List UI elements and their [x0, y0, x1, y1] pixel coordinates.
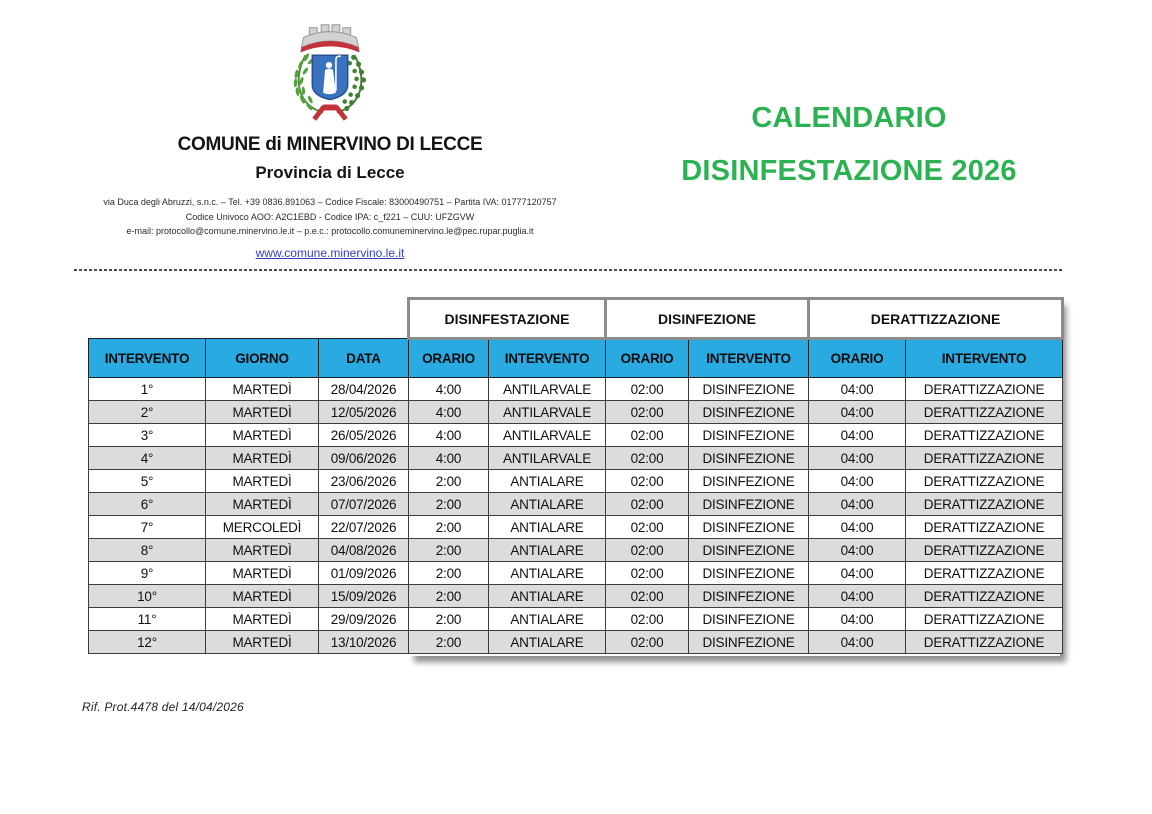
table-cell: DERATTIZZAZIONE	[906, 585, 1063, 608]
table-row	[89, 493, 1063, 516]
table-cell: 04:00	[809, 631, 906, 654]
table-row	[89, 585, 1063, 608]
table-cell: 4:00	[409, 447, 489, 470]
table-cell: ANTIALARE	[489, 493, 606, 516]
table-cell: DERATTIZZAZIONE	[906, 401, 1063, 424]
table-cell: 02:00	[606, 585, 689, 608]
table-cell: ANTILARVALE	[489, 378, 606, 401]
table-cell: 12°	[89, 631, 206, 654]
table-cell: 2:00	[409, 608, 489, 631]
table-cell: DERATTIZZAZIONE	[906, 562, 1063, 585]
table-cell: DERATTIZZAZIONE	[906, 516, 1063, 539]
table-row	[89, 424, 1063, 447]
table-cell: 04:00	[809, 493, 906, 516]
table-cell: 2:00	[409, 585, 489, 608]
title-line-2: DISINFESTAZIONE 2026	[681, 155, 1017, 187]
org-address-line3: e-mail: protocollo@comune.minervino.le.it – p.e.c.: protocollo.comuneminervino.le@pec.rupar.puglia.it	[126, 226, 534, 236]
table-cell: 2:00	[409, 516, 489, 539]
table-cell: 26/05/2026	[319, 424, 409, 447]
col-header-intervento-2: INTERVENTO	[689, 339, 809, 378]
table-cell: DISINFEZIONE	[689, 516, 809, 539]
table-cell: 12/05/2026	[319, 401, 409, 424]
table-cell: MARTEDÌ	[206, 447, 319, 470]
table-cell: 02:00	[606, 470, 689, 493]
table-cell: DISINFEZIONE	[689, 631, 809, 654]
protocol-reference: Rif. Prot.4478 del 14/04/2026	[82, 700, 244, 714]
table-cell: 3°	[89, 424, 206, 447]
table-cell: 7°	[89, 516, 206, 539]
table-cell: DERATTIZZAZIONE	[906, 539, 1063, 562]
table-cell: DISINFEZIONE	[689, 424, 809, 447]
table-cell: 23/06/2026	[319, 470, 409, 493]
org-address	[80, 195, 580, 239]
table-cell: DERATTIZZAZIONE	[906, 424, 1063, 447]
table-cell: 04:00	[809, 516, 906, 539]
org-name: COMUNE di MINERVINO DI LECCE	[177, 134, 483, 155]
col-header-orario-1: ORARIO	[409, 339, 489, 378]
table-cell: DERATTIZZAZIONE	[906, 493, 1063, 516]
group-header-disinfestazione: DISINFESTAZIONE	[409, 299, 606, 339]
group-header-disinfezione: DISINFEZIONE	[606, 299, 809, 339]
table-cell: DISINFEZIONE	[689, 608, 809, 631]
table-row	[89, 539, 1063, 562]
table-row	[89, 401, 1063, 424]
table-cell: 02:00	[606, 608, 689, 631]
table-cell: 2:00	[409, 539, 489, 562]
table-cell: DISINFEZIONE	[689, 562, 809, 585]
table-cell: DERATTIZZAZIONE	[906, 470, 1063, 493]
table-cell: MARTEDÌ	[206, 631, 319, 654]
table-cell: ANTIALARE	[489, 608, 606, 631]
table-cell: 02:00	[606, 631, 689, 654]
title-line-1: CALENDARIO	[751, 102, 947, 134]
table-cell: 10°	[89, 585, 206, 608]
calendar-table-container	[88, 297, 1062, 654]
table-cell: 9°	[89, 562, 206, 585]
table-cell: MARTEDÌ	[206, 470, 319, 493]
table-cell: 2:00	[409, 470, 489, 493]
col-header-orario-2: ORARIO	[606, 339, 689, 378]
table-cell: MARTEDÌ	[206, 539, 319, 562]
table-row	[89, 516, 1063, 539]
table-cell: 4:00	[409, 378, 489, 401]
table-cell: 01/09/2026	[319, 562, 409, 585]
ribbon-icon	[314, 105, 346, 120]
table-cell: 02:00	[606, 562, 689, 585]
table-cell: DERATTIZZAZIONE	[906, 631, 1063, 654]
table-cell: 2:00	[409, 493, 489, 516]
table-cell: 2°	[89, 401, 206, 424]
table-cell: MARTEDÌ	[206, 493, 319, 516]
table-cell: 02:00	[606, 516, 689, 539]
col-header-intervento: INTERVENTO	[89, 339, 206, 378]
table-cell: MARTEDÌ	[206, 562, 319, 585]
table-cell: 04:00	[809, 470, 906, 493]
table-cell: 2:00	[409, 562, 489, 585]
col-header-orario-3: ORARIO	[809, 339, 906, 378]
table-cell: DISINFEZIONE	[689, 470, 809, 493]
table-cell: 13/10/2026	[319, 631, 409, 654]
table-cell: ANTILARVALE	[489, 401, 606, 424]
table-cell: 4:00	[409, 401, 489, 424]
org-address-line1: via Duca degli Abruzzi, s.n.c. – Tel. +39 0836.891063 – Codice Fiscale: 83000490751 – Partita IVA: 01777120757	[103, 197, 557, 207]
table-cell: 02:00	[606, 493, 689, 516]
table-cell: 04:00	[809, 608, 906, 631]
table-cell: 04:00	[809, 401, 906, 424]
table-cell: 04:00	[809, 585, 906, 608]
org-website-link[interactable]: www.comune.minervino.le.it	[255, 245, 405, 260]
table-row	[89, 378, 1063, 401]
table-cell: 4°	[89, 447, 206, 470]
table-cell: 04/08/2026	[319, 539, 409, 562]
table-cell: DISINFEZIONE	[689, 585, 809, 608]
table-cell: ANTIALARE	[489, 516, 606, 539]
table-cell: 1°	[89, 378, 206, 401]
table-cell: 29/09/2026	[319, 608, 409, 631]
table-cell: 02:00	[606, 378, 689, 401]
comune-coat-of-arms-icon	[266, 18, 394, 130]
table-cell: 04:00	[809, 562, 906, 585]
table-cell: MARTEDÌ	[206, 585, 319, 608]
group-header-spacer	[89, 299, 409, 339]
table-cell: ANTIALARE	[489, 539, 606, 562]
col-header-giorno: GIORNO	[206, 339, 319, 378]
table-cell: DISINFEZIONE	[689, 493, 809, 516]
table-cell: 02:00	[606, 401, 689, 424]
table-cell: 4:00	[409, 424, 489, 447]
group-header-derattizzazione: DERATTIZZAZIONE	[809, 299, 1063, 339]
table-cell: 8°	[89, 539, 206, 562]
table-cell: 11°	[89, 608, 206, 631]
document-title	[618, 103, 1080, 187]
letterhead	[80, 18, 580, 262]
column-header-row	[89, 339, 1063, 378]
table-cell: 22/07/2026	[319, 516, 409, 539]
table-row	[89, 562, 1063, 585]
table-row	[89, 447, 1063, 470]
table-cell: 04:00	[809, 539, 906, 562]
table-cell: ANTIALARE	[489, 470, 606, 493]
table-cell: ANTIALARE	[489, 562, 606, 585]
table-cell: 07/07/2026	[319, 493, 409, 516]
table-row	[89, 608, 1063, 631]
table-cell: MARTEDÌ	[206, 424, 319, 447]
shield-icon	[312, 55, 347, 99]
table-cell: 04:00	[809, 378, 906, 401]
table-cell: 09/06/2026	[319, 447, 409, 470]
table-cell: 02:00	[606, 424, 689, 447]
group-header-row	[89, 299, 1063, 339]
table-cell: MARTEDÌ	[206, 401, 319, 424]
table-cell: MARTEDÌ	[206, 378, 319, 401]
table-cell: MERCOLEDÌ	[206, 516, 319, 539]
table-body	[89, 378, 1063, 654]
org-address-line2: Codice Univoco AOO: A2C1EBD - Codice IPA: c_f221 – CUU: UFZGVW	[185, 211, 475, 222]
table-cell: 02:00	[606, 539, 689, 562]
table-cell: ANTIALARE	[489, 585, 606, 608]
table-cell: ANTIALARE	[489, 631, 606, 654]
table-cell: DISINFEZIONE	[689, 539, 809, 562]
calendar-table	[88, 297, 1064, 654]
table-cell: 28/04/2026	[319, 378, 409, 401]
table-cell: DERATTIZZAZIONE	[906, 378, 1063, 401]
col-header-intervento-1: INTERVENTO	[489, 339, 606, 378]
table-cell: MARTEDÌ	[206, 608, 319, 631]
table-cell: DERATTIZZAZIONE	[906, 608, 1063, 631]
table-row	[89, 470, 1063, 493]
table-row	[89, 631, 1063, 654]
col-header-data: DATA	[319, 339, 409, 378]
org-province: Provincia di Lecce	[255, 163, 405, 182]
separator-line	[74, 269, 1062, 271]
table-cell: 2:00	[409, 631, 489, 654]
table-cell: DERATTIZZAZIONE	[906, 447, 1063, 470]
col-header-intervento-3: INTERVENTO	[906, 339, 1063, 378]
table-cell: 15/09/2026	[319, 585, 409, 608]
table-cell: DISINFEZIONE	[689, 378, 809, 401]
mural-crown-icon	[300, 25, 359, 53]
table-cell: 04:00	[809, 424, 906, 447]
table-cell: 02:00	[606, 447, 689, 470]
table-cell: 04:00	[809, 447, 906, 470]
table-cell: 6°	[89, 493, 206, 516]
table-cell: ANTILARVALE	[489, 447, 606, 470]
table-cell: 5°	[89, 470, 206, 493]
table-cell: DISINFEZIONE	[689, 401, 809, 424]
table-cell: ANTILARVALE	[489, 424, 606, 447]
table-cell: DISINFEZIONE	[689, 447, 809, 470]
